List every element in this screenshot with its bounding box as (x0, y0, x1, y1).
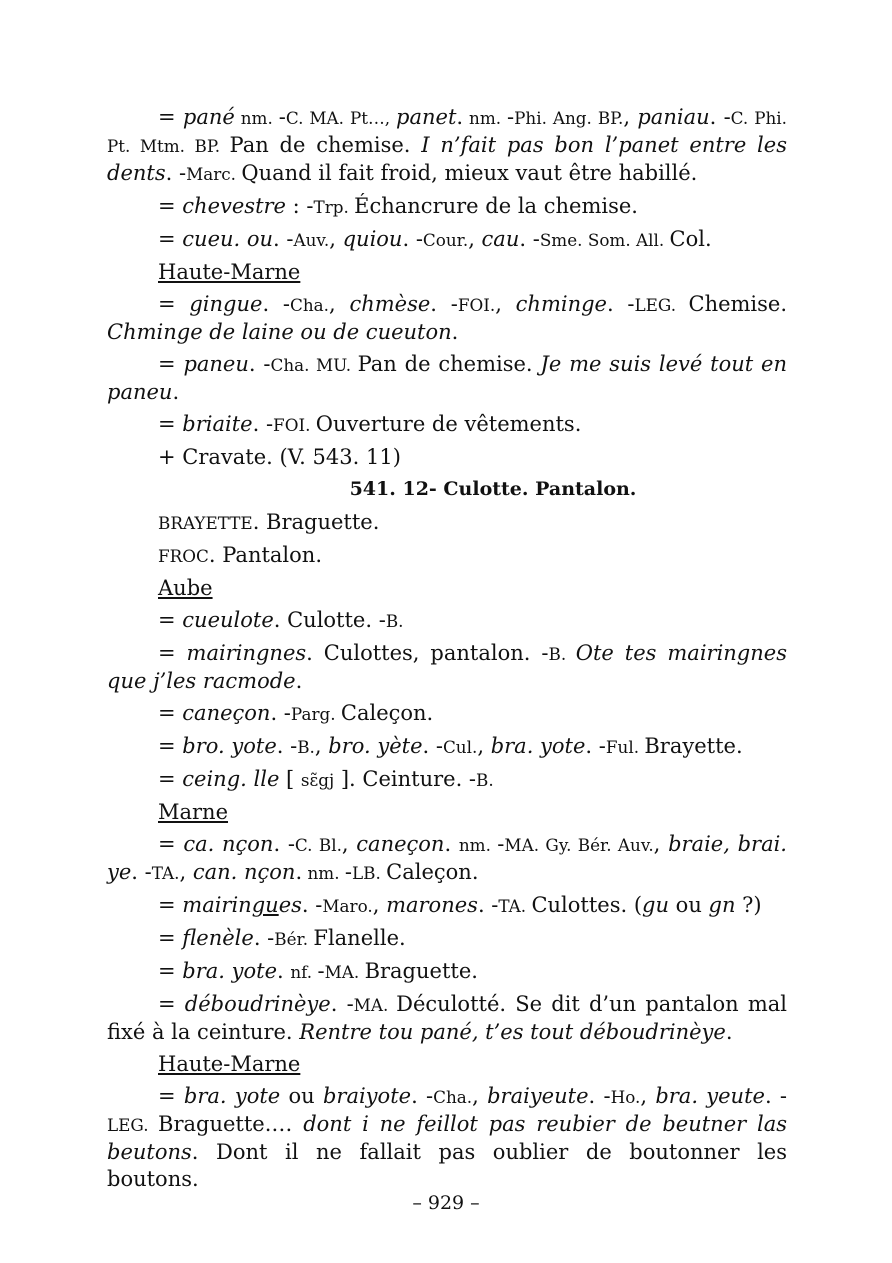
entry-text-segment: TA. (151, 863, 180, 883)
entry-text-segment: . - (585, 734, 606, 758)
entry-text-segment: , (477, 734, 491, 758)
entry-text-segment: = (158, 412, 183, 436)
entry-text-segment: . (172, 380, 180, 404)
entry-text-segment: Déculotté. Se dit d’un pantalon mal fixé à la ceinture. (107, 992, 787, 1044)
entry-flenele (107, 925, 787, 953)
entry-text-segment: = (158, 701, 183, 725)
entry-text-segment: chevestre (182, 194, 286, 218)
entry-text-segment: Pan de chemise. (229, 133, 422, 157)
entry-text-segment: . - (273, 227, 294, 251)
entry-mairingues (107, 892, 787, 920)
entry-text-segment: Ho. (610, 1087, 641, 1107)
entry-canecon (107, 700, 787, 728)
entry-text-segment: FROC (158, 546, 209, 566)
entry-text-segment: MA. (353, 995, 397, 1015)
entry-text-segment: Flanelle. (313, 926, 406, 950)
entry-text-segment: : - (285, 194, 314, 218)
entry-text-segment: Caleçon. (386, 860, 479, 884)
entry-text-segment: Pan de chemise. (357, 352, 541, 376)
entry-text-segment: . (295, 860, 303, 884)
entry-text-segment: . Culotte. - (273, 608, 386, 632)
entry-text-segment: Cha. (290, 295, 329, 315)
entry-text-segment: nf. (290, 962, 318, 982)
entry-text-segment: , (653, 832, 669, 856)
entry-text-segment: . - (422, 734, 443, 758)
entry-text-segment: = (158, 767, 183, 791)
entry-text-segment: paniau (637, 105, 710, 129)
entry-text-segment: Braguette. (364, 959, 478, 983)
entry-cravate-cross-reference (107, 444, 787, 471)
entry-text-segment: marones (386, 893, 478, 917)
entry-text-segment: Ful. (605, 737, 645, 757)
entry-text-segment: . (444, 832, 459, 856)
entry-text-segment: Cha. MU. (270, 355, 358, 375)
entry-text-segment: = (158, 832, 184, 856)
entry-briaite (107, 411, 787, 439)
entry-text-segment: = (158, 105, 183, 129)
entry-text-segment: . - (606, 292, 635, 316)
entry-text-segment: . - (430, 292, 458, 316)
entry-text-segment: , (329, 292, 350, 316)
entry-text-segment: . - (709, 105, 731, 129)
entry-text-segment: = (158, 992, 185, 1016)
entry-text-segment: braiyote (322, 1084, 412, 1108)
entry-text-segment: Chemise. (688, 292, 788, 316)
entry-text-segment: . (451, 320, 459, 344)
region-heading-aube: Aube (158, 576, 213, 600)
region-heading-haute-marne: Haute-Marne (158, 260, 301, 284)
page-number: – 929 – (412, 1192, 480, 1214)
entry-text-segment: = (158, 734, 183, 758)
entry-text-segment: Caleçon. (340, 701, 434, 725)
entry-text-segment: bra. yote (182, 959, 278, 983)
entry-text-segment: = (158, 194, 183, 218)
entry-text-segment: I n’fait pas bon l’panet entre les dents (107, 133, 787, 185)
entry-text-segment: Ouverture de vêtements. (315, 412, 582, 436)
entry-text-segment: gn (708, 893, 736, 917)
entry-text-segment: B. (548, 644, 576, 664)
entry-ceinglle (107, 766, 787, 794)
entry-text-segment: C. Bl. (294, 835, 342, 855)
entry-text-segment: - (344, 860, 352, 884)
entry-text-segment: [ (279, 767, 301, 791)
entry-text-segment: , (623, 105, 638, 129)
entry-text-segment: quiou (342, 227, 403, 251)
entry-text-segment: . (295, 669, 303, 693)
entry-text-segment: ]. Ceinture. - (334, 767, 477, 791)
entry-deboudrineye (107, 991, 787, 1046)
entry-text-segment: Quand il fait froid, mieux vaut être habillé. (241, 161, 698, 185)
entry-text-segment: = (158, 227, 183, 251)
entry-text-segment: FOI. (273, 415, 316, 435)
entry-text-segment: . - (276, 734, 298, 758)
entry-text-segment: B. (385, 611, 404, 631)
entry-text-segment: Échancrure de la chemise. (354, 194, 638, 218)
entry-text-segment: déboudrinèye (184, 992, 331, 1016)
entry-text-segment: = (158, 641, 187, 665)
entry-chevestre (107, 193, 787, 221)
entry-text-segment: mairin (182, 893, 252, 917)
entry-pane (107, 104, 787, 188)
entry-text-segment: Maro. (322, 896, 373, 916)
entry-text-segment: C. MA. Pt…, (285, 108, 397, 128)
entry-text-segment: = (158, 959, 183, 983)
entry-text-segment: . Dont il ne fallait pas oublier de boutonner les boutons. (107, 1140, 787, 1191)
entry-text-segment: C. Phi. Pt. Mtm. BP. (107, 108, 787, 156)
entry-text-segment: Cha. (433, 1087, 473, 1107)
entry-text-segment: - (278, 105, 286, 129)
entry-text-segment: nm. (458, 835, 498, 855)
entry-text-segment: Col. (669, 227, 712, 251)
region-heading-marne: Marne (158, 800, 229, 824)
entry-text-segment: braiyeute (487, 1084, 589, 1108)
entry-text-segment: Chminge de laine ou de cueuton (107, 320, 452, 344)
entry-text-segment: , (341, 832, 357, 856)
entry-text-segment: . - (253, 926, 275, 950)
entry-text-segment: . Braguette. (252, 510, 380, 534)
entry-cueulote (107, 607, 787, 635)
entry-text-segment: . - (131, 860, 152, 884)
entry-text-segment: = (158, 1084, 184, 1108)
entry-text-segment: , (472, 1084, 488, 1108)
entry-text-segment: = (158, 926, 183, 950)
entry-braiyote (107, 1083, 787, 1193)
entry-text-segment: . (725, 1020, 733, 1044)
entry-text-segment: . - (301, 893, 323, 917)
entry-text-segment: = (158, 608, 183, 632)
entry-paneu (107, 351, 787, 406)
entry-text-segment: Cour. (422, 230, 469, 250)
entry-text-segment: - (507, 105, 515, 129)
entry-text-segment: Culottes. ( (531, 893, 643, 917)
entry-text-segment: LEG. (634, 295, 689, 315)
entry-brayette (107, 509, 787, 537)
entry-text-segment: cueulote (182, 608, 274, 632)
entry-text-segment: . - (477, 893, 499, 917)
entry-text-segment: Trp. (313, 197, 355, 217)
entry-text-segment: Sme. Som. All. (539, 230, 670, 250)
entry-text-segment: Phi. Ang. BP. (514, 108, 624, 128)
entry-text-segment: paneu (183, 352, 249, 376)
entry-text-segment: . - (764, 1084, 788, 1108)
entry-text-segment: , (372, 893, 387, 917)
entry-text-segment: ceing. lle (182, 767, 280, 791)
entry-text-segment: nm. (234, 108, 279, 128)
entry-text-segment: . - (248, 352, 271, 376)
entry-text-segment: , (640, 1084, 656, 1108)
entry-text-segment: chminge (515, 292, 607, 316)
entry-text-segment: sɛ̃gj (300, 770, 335, 790)
entry-froc (107, 542, 787, 570)
entry-text-segment: Cul. (442, 737, 478, 757)
entry-text-segment: caneçon (356, 832, 445, 856)
dictionary-page-body (107, 104, 787, 1198)
entry-text-segment: LB. (352, 863, 387, 883)
entry-text-segment: = (158, 292, 190, 316)
entry-text-segment: panet (396, 105, 457, 129)
entry-text-segment: ou (280, 1084, 323, 1108)
entry-text-segment: cueu. ou (182, 227, 274, 251)
entry-text-segment: Ote tes mairingnes que j’les racmode (107, 641, 787, 693)
entry-text-segment: ?) (735, 893, 762, 917)
entry-text-segment: es (278, 893, 302, 917)
entry-text-segment: gu (251, 893, 279, 917)
entry-text-segment: Parg. (290, 704, 341, 724)
entry-cancon (107, 831, 787, 887)
entry-text-segment: , (179, 860, 193, 884)
entry-text-segment: gingue (189, 292, 263, 316)
entry-text-segment: bro. yète (328, 734, 423, 758)
entry-text-segment: briaite (182, 412, 253, 436)
entry-text-segment: dont i ne feillot pas reubier de beutner las beutons (107, 1112, 787, 1164)
entry-text-segment: - (497, 832, 505, 856)
entry-text-segment: B. (476, 770, 494, 790)
entry-text-segment: . - (330, 992, 354, 1016)
section-title: 541. 12- Culotte. Pantalon. (349, 478, 637, 500)
entry-text-segment: , (468, 227, 482, 251)
entry-text-segment: . - (402, 227, 423, 251)
entry-text-segment: TA. (498, 896, 532, 916)
entry-text-segment: Bér. (274, 929, 314, 949)
entry-text-segment: , (329, 227, 343, 251)
entry-text-segment: can. nçon (192, 860, 296, 884)
entry-text-segment: MA. Gy. Bér. Auv. (504, 835, 654, 855)
entry-text-segment: . - (262, 292, 290, 316)
entry-text-segment: bra. yote (490, 734, 586, 758)
entry-text-segment: . - (273, 832, 295, 856)
entry-text-segment: . - (519, 227, 540, 251)
entry-text-segment: gu (642, 893, 669, 917)
entry-text-segment: Brayette. (644, 734, 743, 758)
entry-text-segment: bra. yeute (655, 1084, 765, 1108)
entry-text-segment: Rentre tou pané, t’es tout déboudrinèye (299, 1020, 726, 1044)
entry-text-segment: + Cravate. (V. 543. 11) (158, 445, 401, 469)
entry-text-segment: ca. nçon (183, 832, 274, 856)
entry-text-segment: ou (669, 893, 709, 917)
entry-text-segment: . (277, 959, 291, 983)
entry-text-segment: Auv. (293, 230, 330, 250)
entry-text-segment: nm. (302, 863, 345, 883)
entry-text-segment: caneçon (182, 701, 271, 725)
entry-text-segment: . - (411, 1084, 434, 1108)
entry-text-segment: LEG. (107, 1115, 159, 1135)
entry-text-segment: . Pantalon. (208, 543, 322, 567)
entry-text-segment: = (158, 352, 184, 376)
entry-text-segment: . (456, 105, 464, 129)
entry-broyote (107, 733, 787, 761)
entry-text-segment: B. (297, 737, 315, 757)
region-heading-haute-marne-2: Haute-Marne (158, 1052, 301, 1076)
entry-text-segment: . Culottes, pantalon. - (306, 641, 549, 665)
entry-text-segment: . - (270, 701, 291, 725)
entry-text-segment: flenèle (182, 926, 254, 950)
entry-text-segment: braie, brai. ye (107, 832, 787, 884)
entry-cueu (107, 226, 787, 254)
entry-text-segment: bro. yote (182, 734, 277, 758)
entry-text-segment: nm. (463, 108, 508, 128)
entry-text-segment: FOI. (457, 295, 496, 315)
entry-mairingnes (107, 640, 787, 695)
entry-text-segment: , (314, 734, 329, 758)
entry-text-segment: Je me suis levé tout en paneu (107, 352, 787, 404)
entry-text-segment: Marc. (186, 164, 242, 184)
entry-text-segment: - (317, 959, 325, 983)
entry-gingue (107, 291, 787, 346)
entry-text-segment: . - (588, 1084, 611, 1108)
entry-text-segment: cau (481, 227, 520, 251)
entry-brayote (107, 958, 787, 986)
entry-text-segment: . - (252, 412, 274, 436)
entry-text-segment: . - (165, 161, 187, 185)
entry-text-segment: MA. (324, 962, 365, 982)
entry-text-segment: mairingnes (186, 641, 307, 665)
entry-text-segment: pané (182, 105, 235, 129)
entry-text-segment: BRAYETTE (158, 513, 253, 533)
entry-text-segment: bra. yote (183, 1084, 281, 1108)
entry-text-segment: Braguette.… (158, 1112, 304, 1136)
entry-text-segment: chmèse (349, 292, 431, 316)
entry-text-segment: , (495, 292, 516, 316)
entry-text-segment: = (158, 893, 183, 917)
